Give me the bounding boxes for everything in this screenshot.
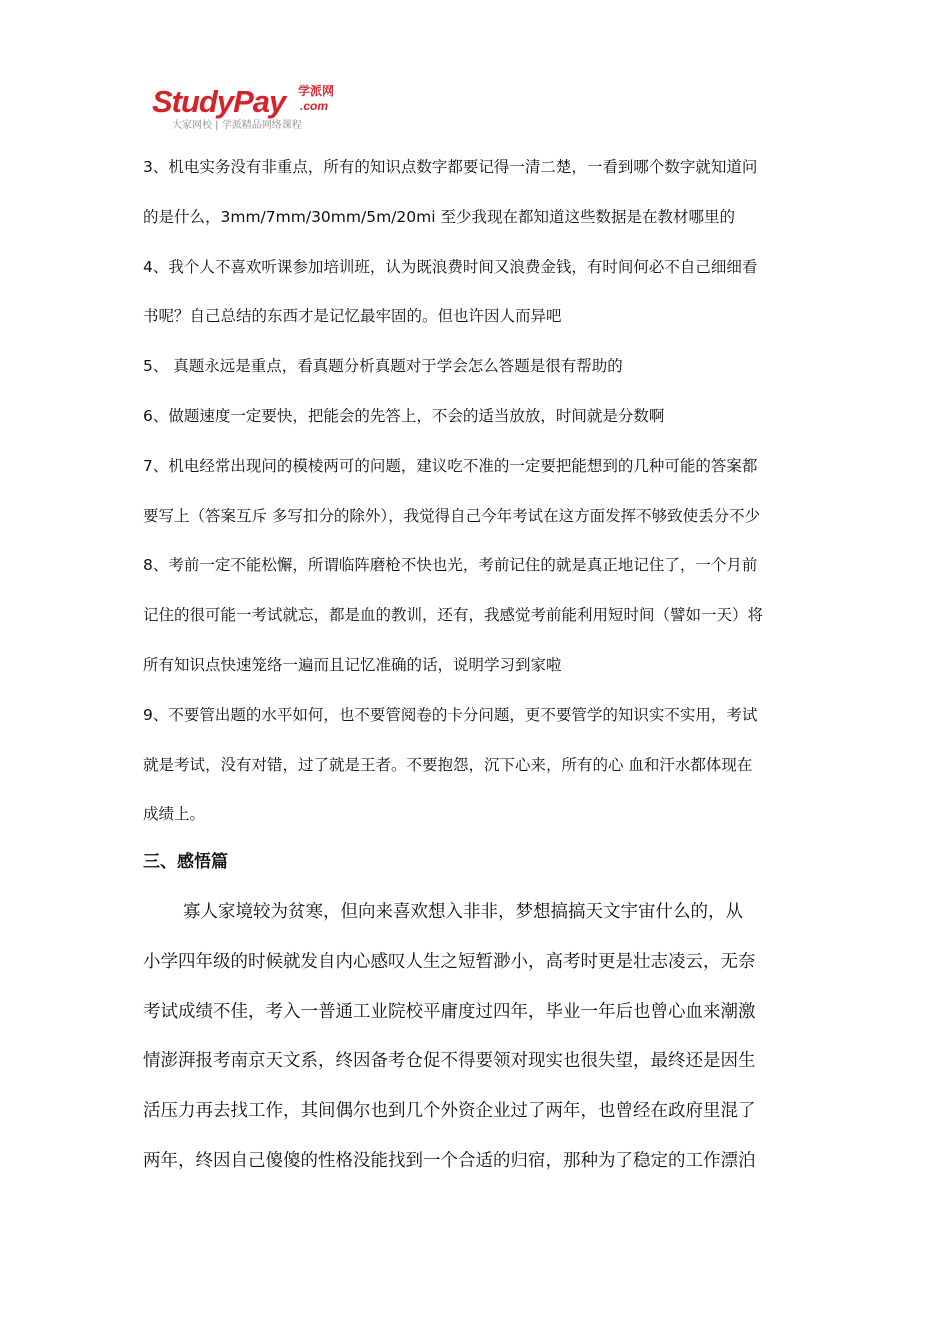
text-line: 的是什么，3mm/7mm/30mm/5m/20mi 至少我现在都知道这些数据是在教材哪里的 <box>143 207 735 226</box>
text-line: 所有知识点快速笼络一遍而且记忆准确的话，说明学习到家啦 <box>143 655 562 674</box>
text-line: 5、 真题永远是重点，看真题分析真题对于学会怎么答题是很有帮助的 <box>143 357 623 376</box>
paragraph-line: 活压力再去找工作，其间偶尔也到几个外资企业过了两年，也曾经在政府里混了 <box>143 1101 756 1122</box>
text-line: 4、我个人不喜欢听课参加培训班，认为既浪费时间又浪费金钱，有时间何必不自己细细看 <box>143 257 758 276</box>
paragraph-line: 考试成绩不佳，考入一普通工业院校平庸度过四年，毕业一年后也曾心血来潮激 <box>143 1001 756 1022</box>
tips-list <box>143 148 813 845</box>
text-line: 9、不要管出题的水平如何，也不要管阅卷的卡分问题，更不要管学的知识实不实用，考试 <box>143 705 758 724</box>
text-line: 6、做题速度一定要快，把能会的先答上，不会的适当放放，时间就是分数啊 <box>143 406 665 425</box>
text-line: 要写上（答案互斥 多写扣分的除外），我觉得自己今年考试在这方面发挥不够致使丢分不少 <box>143 506 761 525</box>
paragraph-line: 两年，终因自己傻傻的性格没能找到一个合适的归宿，那种为了稳定的工作漂泊 <box>143 1150 756 1171</box>
text-line: 成绩上。 <box>143 805 206 824</box>
text-line: 7、机电经常出现问的模棱两可的问题，建议吃不准的一定要把能想到的几种可能的答案都 <box>143 456 758 475</box>
paragraph-line: 情澎湃报考南京天文系，终因备考仓促不得要领对现实也很失望，最终还是因生 <box>143 1051 756 1072</box>
logo-tagline: 大家网校 | 学派精品网络课程 <box>172 120 302 131</box>
paragraph-line: 寡人家境较为贫寒，但向来喜欢想入非非，梦想搞搞天文宇宙什么的，从 <box>183 902 743 922</box>
text-line: 3、机电实务没有非重点，所有的知识点数字都要记得一清二楚，一看到哪个数字就知道问 <box>143 158 758 176</box>
text-line: 记住的很可能一考试就忘，都是血的教训，还有，我感觉考前能利用短时间（譬如一天）将 <box>143 606 764 625</box>
logo-brand: StudyPay <box>152 84 286 119</box>
text-line: 8、考前一定不能松懈，所谓临阵磨枪不快也光，考前记住的就是真正地记住了，一个月前 <box>143 556 758 575</box>
studypay-logo <box>150 84 350 136</box>
logo-cn-name: 学派网 <box>298 84 335 98</box>
text-line: 就是考试，没有对错，过了就是王者。不要抱怨，沉下心来，所有的心 血和汗水都体现在 <box>143 755 753 774</box>
logo-domain: .com <box>300 99 329 113</box>
reflection-paragraph <box>143 890 813 1189</box>
section-heading: 三、感悟篇 <box>143 852 228 872</box>
text-line: 书呢？自己总结的东西才是记忆最牢固的。但也许因人而异吧 <box>143 307 562 326</box>
paragraph-line: 小学四年级的时候就发自内心感叹人生之短暂渺小，高考时更是壮志凌云，无奈 <box>143 951 756 972</box>
